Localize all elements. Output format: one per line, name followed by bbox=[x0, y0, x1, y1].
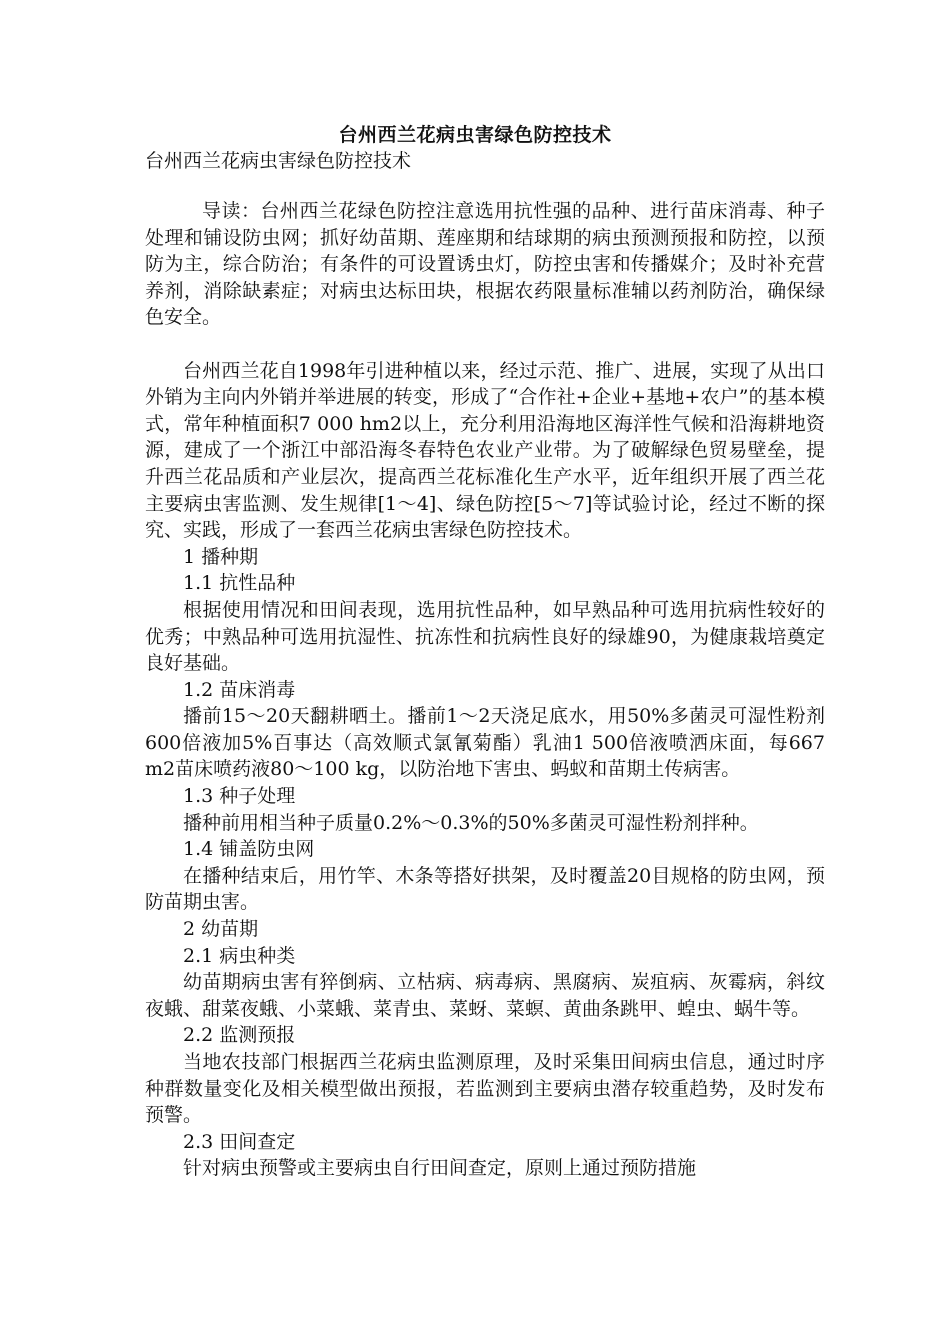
subsection-heading: 1.1 抗性品种 bbox=[183, 572, 296, 595]
body-paragraph: 根据使用情况和田间表现，选用抗性品种，如早熟品种可选用抗病性较好的优秀；中熟品种可选用抗湿性、抗冻性和抗病性良好的绿雄90，为健康栽培奠定良好基础。 bbox=[145, 598, 825, 675]
body-paragraph: 幼苗期病虫害有猝倒病、立枯病、病毒病、黑腐病、炭疽病、灰霉病，斜纹夜蛾、甜菜夜蛾、小菜蛾、菜青虫、菜蚜、菜螟、黄曲条跳甲、蝗虫、蜗牛等。 bbox=[145, 971, 825, 1020]
subsection-heading: 1.3 种子处理 bbox=[183, 785, 296, 808]
document-body bbox=[145, 198, 825, 1182]
body-paragraph: 播种前用相当种子质量0.2%～0.3%的50%多菌灵可湿性粉剂拌种。 bbox=[183, 811, 759, 834]
body-paragraph: 播前15～20天翻耕晒土。播前1～2天浇足底水，用50%多菌灵可湿性粉剂600倍液加5%百事达（高效顺式氯氰菊酯）乳油1 500倍液喷洒床面，每667 m2苗床喷药液80～100 kg，以防治地下害虫、蚂蚁和苗期土传病害。 bbox=[145, 705, 825, 781]
body-paragraph: 台州西兰花自1998年引进种植以来，经过示范、推广、进展，实现了从出口外销为主向内外销并举进展的转变，形成了“合作社+企业+基地+农户”的基本模式，常年种植面积7 000 hm2以上，充分利用沿海地区海洋性气候和沿海耕地资源，建成了一个浙江中部沿海冬春特色农业产业带。为了破解绿色贸易壁垒，提升西兰花品质和产业层次，提高西兰花标准化生产水平，近年组织开展了西兰花主要病虫害监测、发生规律[1～4]、绿色防控[5～7]等试验讨论，经过不断的探究、实践，形成了一套西兰花病虫害绿色防控技术。 bbox=[145, 359, 825, 542]
section-heading: 2 幼苗期 bbox=[183, 918, 259, 941]
section-heading: 1 播种期 bbox=[183, 545, 259, 568]
document-subtitle: 台州西兰花病虫害绿色防控技术 bbox=[145, 150, 412, 172]
document-title: 台州西兰花病虫害绿色防控技术 bbox=[338, 124, 612, 146]
abstract-paragraph: 导读：台州西兰花绿色防控注意选用抗性强的品种、进行苗床消毒、种子处理和铺设防虫网；抓好幼苗期、莲座期和结球期的病虫预测预报和防控，以预防为主，综合防治；有条件的可设置诱虫灯，防控虫害和传播媒介；及时补充营养剂，消除缺素症；对病虫达标田块，根据农药限量标准辅以药剂防治，确保绿色安全。 bbox=[145, 200, 825, 329]
subsection-heading: 2.3 田间查定 bbox=[183, 1130, 296, 1153]
subsection-heading: 2.1 病虫种类 bbox=[183, 944, 296, 967]
body-paragraph: 在播种结束后，用竹竿、木条等搭好拱架，及时覆盖20目规格的防虫网，预防苗期虫害。 bbox=[145, 864, 825, 914]
body-paragraph: 针对病虫预警或主要病虫自行田间查定，原则上通过预防措施 bbox=[183, 1157, 697, 1180]
subsection-heading: 1.2 苗床消毒 bbox=[183, 678, 296, 701]
subsection-heading: 1.4 铺盖防虫网 bbox=[183, 838, 315, 861]
subsection-heading: 2.2 监测预报 bbox=[183, 1024, 296, 1047]
body-paragraph: 当地农技部门根据西兰花病虫监测原理，及时采集田间病虫信息，通过时序种群数量变化及相关模型做出预报，若监测到主要病虫潜存较重趋势，及时发布预警。 bbox=[145, 1051, 825, 1127]
